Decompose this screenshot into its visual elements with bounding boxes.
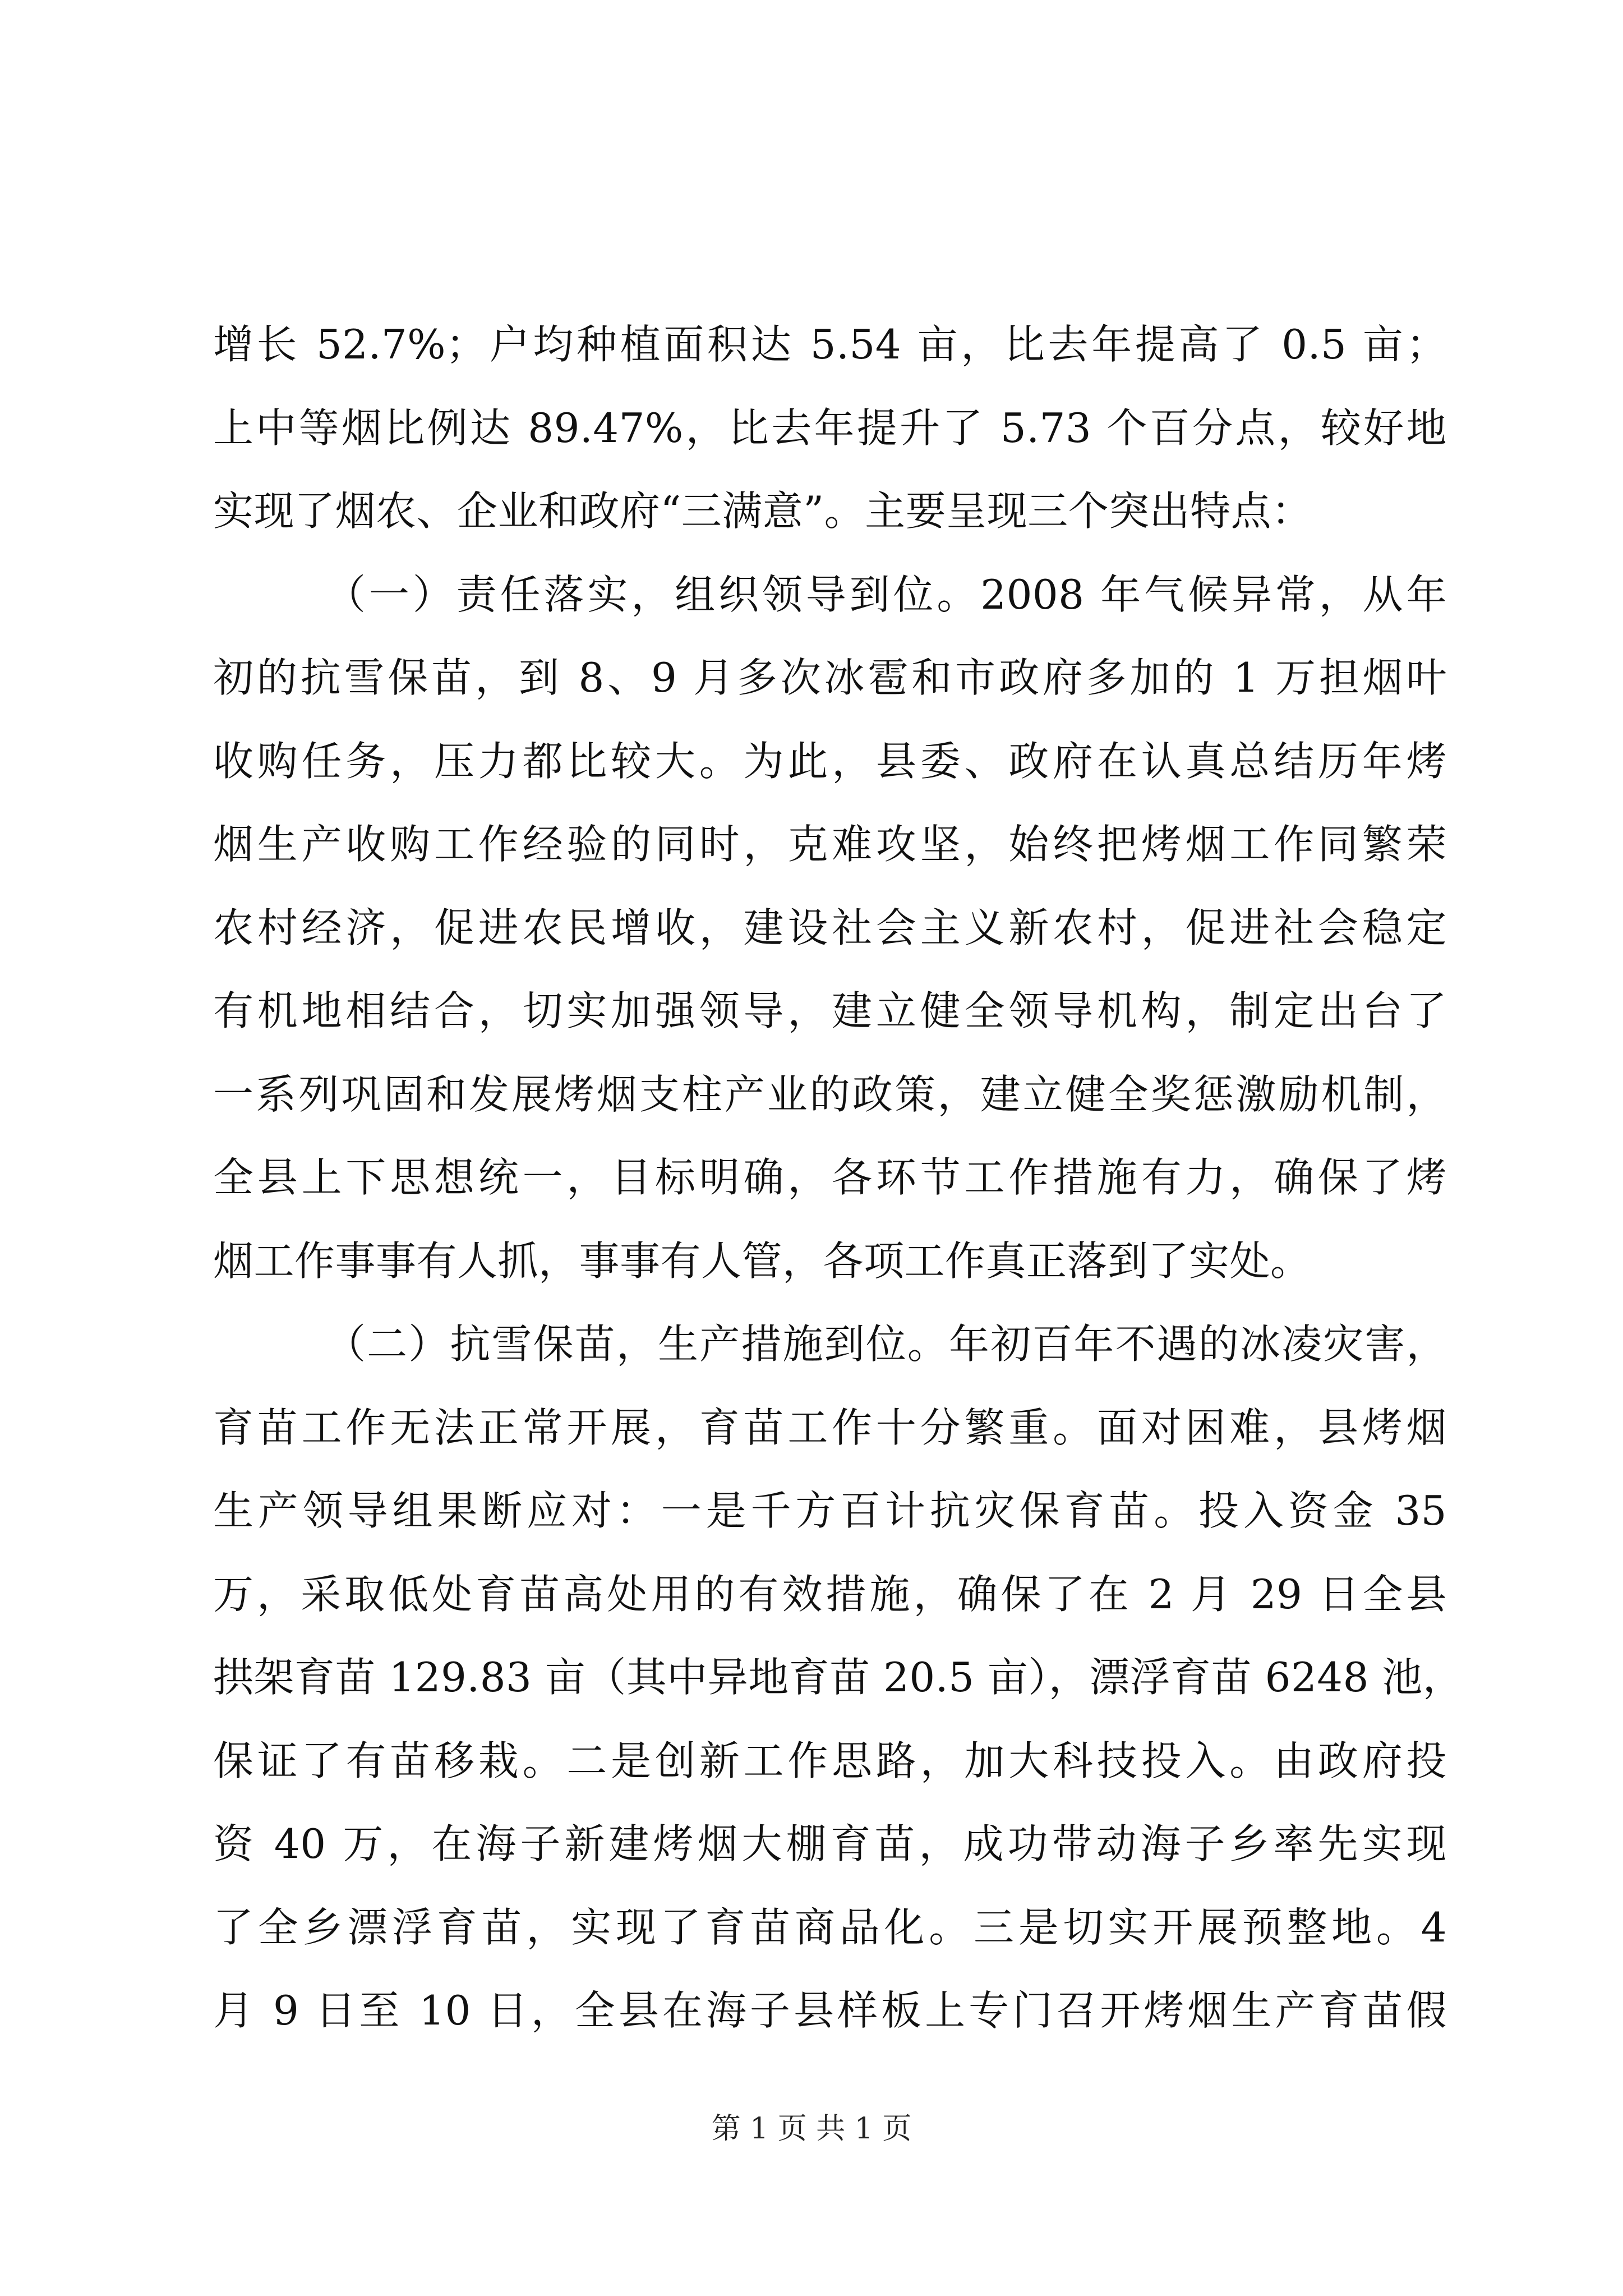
page-number-label: 第 1 页 共 1 页 bbox=[711, 2112, 912, 2146]
text-line: 育苗工作无法正常开展，育苗工作十分繁重。面对困难，县烤烟 bbox=[213, 1404, 1447, 1451]
text-line: 全县上下思想统一，目标明确，各环节工作措施有力，确保了烤 bbox=[213, 1154, 1447, 1201]
page-footer bbox=[0, 2109, 1623, 2148]
paragraph-start-line: （二）抗雪保苗，生产措施到位。年初百年不遇的冰凌灾害， bbox=[325, 1320, 1447, 1368]
text-line: 月 9 日至 10 日，全县在海子县样板上专门召开烤烟生产育苗假 bbox=[213, 1987, 1447, 2034]
paragraph-start-line: （一）责任落实，组织领导到位。2008 年气候异常，从年 bbox=[325, 570, 1447, 618]
text-line: 初的抗雪保苗，到 8、9 月多次冰雹和市政府多加的 1 万担烟叶 bbox=[213, 654, 1447, 701]
text-line: 上中等烟比例达 89.47%，比去年提升了 5.73 个百分点，较好地 bbox=[213, 404, 1447, 452]
text-line: 实现了烟农、企业和政府“三满意”。主要呈现三个突出特点： bbox=[213, 487, 1312, 535]
text-line: 收购任务，压力都比较大。为此，县委、政府在认真总结历年烤 bbox=[213, 737, 1447, 785]
text-line: 资 40 万，在海子新建烤烟大棚育苗，成功带动海子乡率先实现 bbox=[213, 1820, 1447, 1867]
text-line: 保证了有苗移栽。二是创新工作思路，加大科技投入。由政府投 bbox=[213, 1737, 1447, 1784]
text-line: 生产领导组果断应对：一是千方百计抗灾保育苗。投入资金 35 bbox=[213, 1487, 1447, 1534]
text-line: 增长 52.7%；户均种植面积达 5.54 亩，比去年提高了 0.5 亩； bbox=[213, 321, 1447, 368]
text-line: 烟生产收购工作经验的同时，克难攻坚，始终把烤烟工作同繁荣 bbox=[213, 821, 1447, 868]
text-line: 有机地相结合，切实加强领导，建立健全领导机构，制定出台了 bbox=[213, 987, 1447, 1034]
text-line: 万，采取低处育苗高处用的有效措施，确保了在 2 月 29 日全县 bbox=[213, 1570, 1447, 1618]
text-line: 了全乡漂浮育苗，实现了育苗商品化。三是切实开展预整地。4 bbox=[213, 1903, 1447, 1951]
text-line: 农村经济，促进农民增收，建设社会主义新农村，促进社会稳定 bbox=[213, 904, 1447, 951]
text-line: 一系列巩固和发展烤烟支柱产业的政策，建立健全奖惩激励机制， bbox=[213, 1070, 1447, 1118]
document-body bbox=[213, 303, 1464, 2053]
text-line: 烟工作事事有人抓，事事有人管，各项工作真正落到了实处。 bbox=[213, 1237, 1311, 1285]
text-line: 拱架育苗 129.83 亩（其中异地育苗 20.5 亩），漂浮育苗 6248 池， bbox=[213, 1654, 1464, 1701]
